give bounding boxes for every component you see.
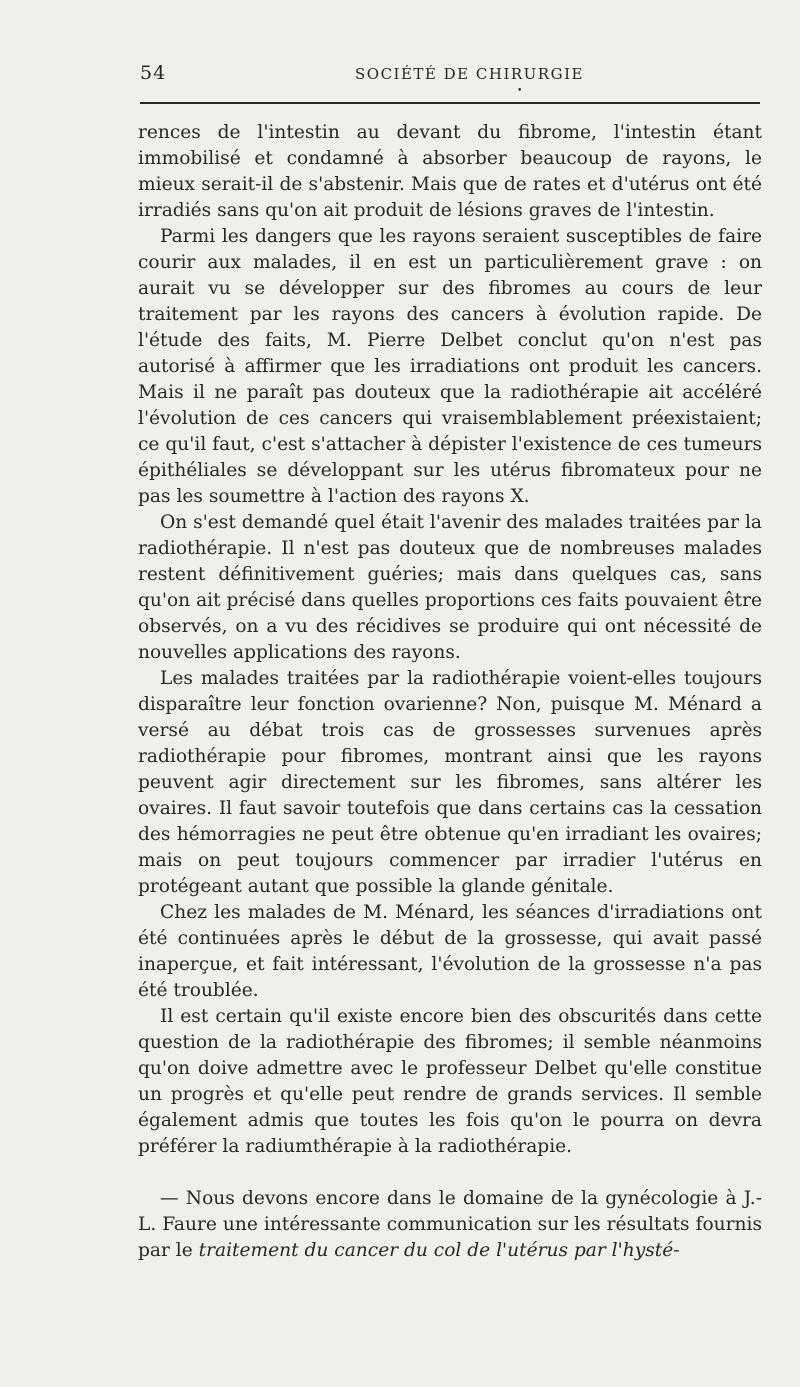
header-rule: [140, 102, 760, 104]
paragraph-final-italic: traitement du cancer du col de l'utérus par l'hysté-: [198, 1240, 680, 1261]
paragraph: On s'est demandé quel était l'avenir des malades traitées par la radiothérapie. Il n'est pas douteux que de nombreuses malades restent définitivement guéries; mais dans quelques cas, sans qu'on ait précisé dans quelles proportions ces faits pouvaient être observés, on a vu des récidives se produire qui ont nécessité de nouvelles applications des rayons.: [138, 512, 762, 663]
page-header: [140, 62, 760, 90]
running-head: SOCIÉTÉ DE CHIRURGIE: [355, 65, 584, 83]
paragraph-final: [138, 1186, 762, 1264]
header-ornament: •: [517, 86, 523, 96]
paragraph: Chez les malades de M. Ménard, les séances d'irradiations ont été continuées après le début de la grossesse, qui avait passé inaperçue, et fait intéressant, l'évolution de la grossesse n'a pas été troublée.: [138, 902, 762, 1001]
paragraph: Les malades traitées par la radiothérapie voient-elles toujours disparaître leur fonction ovarienne? Non, puisque M. Ménard a versé au débat trois cas de grossesses survenues après radiothérapie pour fibromes, montrant ainsi que les rayons peuvent agir directement sur les fibromes, sans altérer les ovaires. Il faut savoir toutefois que dans certains cas la cessation des hémorragies ne peut être obtenue qu'en irradiant les ovaires; mais on peut toujours commencer par irradier l'utérus en protégeant autant que possible la glande génitale.: [138, 668, 762, 897]
body-text: [138, 120, 762, 1264]
paragraph: Parmi les dangers que les rayons seraient susceptibles de faire courir aux malades, il en est un particulièrement grave : on aurait vu se développer sur des fibromes au cours de leur traitement par les rayons des cancers à évolution rapide. De l'étude des faits, M. Pierre Delbet conclut qu'on n'est pas autorisé à affirmer que les irradiations ont produit les cancers. Mais il ne paraît pas douteux que la radiothérapie ait accéléré l'évolution de ces cancers qui vraisemblablement préexistaient; ce qu'il faut, c'est s'attacher à dépister l'existence de ces tumeurs épithéliales se développant sur les utérus fibromateux pour ne pas les soumettre à l'action des rayons X.: [138, 226, 762, 507]
paragraph: Il est certain qu'il existe encore bien des obscurités dans cette question de la radiothérapie des fibromes; il semble néanmoins qu'on doive admettre avec le professeur Delbet qu'elle constitue un progrès et qu'elle peut rendre de grands services. Il semble également admis que toutes les fois qu'on le pourra on devra préférer la radiumthérapie à la radiothérapie.: [138, 1006, 762, 1157]
paragraph-continued: rences de l'intestin au devant du fibrome, l'intestin étant immobilisé et condamné à absorber beaucoup de rayons, le mieux serait-il de s'abstenir. Mais que de rates et d'utérus ont été irradiés sans qu'on ait produit de lésions graves de l'intestin.: [138, 122, 762, 221]
page-number: 54: [140, 62, 167, 84]
paragraph-final-text: — Nous devons encore dans le domaine de la gynécologie à J.-L. Faure une intéressante communication sur les résultats fournis par le: [138, 1188, 762, 1261]
